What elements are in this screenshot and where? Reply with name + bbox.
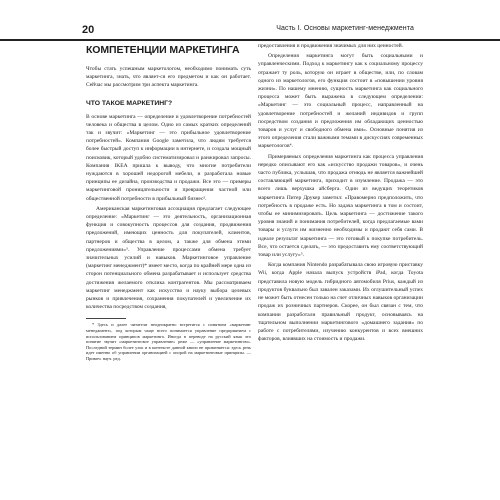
- section-title: КОМПЕТЕНЦИИ МАРКЕТИНГА: [86, 44, 240, 56]
- header-rule: [0, 39, 500, 41]
- body-paragraph: Определения маркетинга могут быть социальными и управленческими. Подход к маркетингу как к социальному процессу отражает ту роль, которую он играет в обществе, или, по словам одного из маркетологов, его функция состоит в «повышении уровня жизни». По нашему мнению, сущность маркетинга как социального процесса может быть выражена в следующем определении: «Маркетинг — это социальный процесс, направленный на удовлетворение потребностей и желаний индивидов и групп посредством создания и предложения им обладающих ценностью товаров и услуг и свободного обмена ими». Основные понятия из этого определения стали важными темами в дискуссиях современных маркетологов⁴.: [258, 53, 423, 150]
- page-number: 20: [82, 24, 95, 36]
- page-header: [0, 22, 500, 40]
- right-column: [258, 42, 423, 345]
- left-column: [86, 44, 251, 362]
- body-paragraph: Примеряемых определения маркетинга как процесса управления нередко описывают его как «искусство продажи товаров», и очень часто публика, услышав, что продажа отнюдь не является важнейшей составляющей маркетинга, приходит в изумление. Продажа — это всего лишь верхушка айсберга. Один из ведущих теоретиков маркетинга Питер Друкер заметил: «Правомерно предположить, что потребность в продаже есть. Но задача маркетинга в том и состоит, чтобы ее минимизировать. Цель маркетинга — достижение такого уровня знаний и понимания потребителей, когда предлагаемые вами товары и услуги им жизненно необходимы и продают себя сами. В идеале результат маркетинга — это готовый к покупке потребитель. Все, что остается сделать, — это предоставить ему соответствующий товар или услугу»⁵.: [258, 153, 423, 259]
- running-head: Часть I. Основы маркетинг-менеджмента: [276, 25, 414, 32]
- body-paragraph: В основе маркетинга — определение и удовлетворение потребностей человека и общества в целом. Одно из самых кратких определений так и звучит: «Маркетинг — это прибыльное удовлетворение потребностей». Компания Google заметила, что людям требуется более быстрый доступ к информации в интернете, и создала мощный поисковик, который удобно систематизировал и ранжировал запросы. Компания IKEA пришла к выводу, что многие потребители нуждаются в хорошей недорогой мебели, и разработала новые принципы ее дизайна, производства и продажи. Все это — примеры маркетинговой проницательности и превращения частной или общественной потребности в прибыльный бизнес².: [86, 113, 251, 202]
- body-paragraph: Когда компания Nintendo разрабатывала свою игровую приставку Wii, когда Apple начала выпуск устройств iPad, когда Toyota представила новую модель гибридного автомобиля Prius, каждый из продуктов буквально был завален заказами. Их оглушительный успех не может быть отнесен только на счет отличных навыков организации продаж их розничных партнеров. Скорее, он был связан с тем, что компании разработали правильный продукт, основываясь на тщательном выполнении маркетингового «домашнего задания» по работе с потребителями, изучению конкурентов и всех внешних факторов, влиявших на стоимость и продажи.: [258, 262, 423, 343]
- footnote: * Здесь и далее читатели неоднократно встретятся с понятием «маркетинг менеджмент», под которым чаще всего понимается управление предприятием с использованием принципов маркетинга. Иногда в переводе на русский язык это понятие звучит «маркетинговое управление» реже — «управление маркетингом». Последний термин более узок и в контексте данной книги не применяется: здесь речь идет именно об управлении организацией с опорой на маркетинговые принципы. — Примеч. науч. ред.: [86, 322, 251, 362]
- subheading: ЧТО ТАКОЕ МАРКЕТИНГ?: [86, 99, 173, 107]
- intro-paragraph: Чтобы стать успешным маркетологом, необходимо понимать суть маркетинга, знать, что являет-ся его предметом и как он работает. Сейчас мы рассмотрим три аспекта маркетинга.: [86, 66, 251, 89]
- footnote-rule: [86, 318, 126, 319]
- body-paragraph: предоставления и продвижения значимых для них ценностей.: [258, 43, 404, 49]
- body-paragraph: Американская маркетинговая ассоциация предлагает следующее определение: «Маркетинг — это деятельность, организационная функция и совокупность процессов для создания, продвижения предложений, имеющих ценность для покупателей, клиентов, партнеров и общества в целом, а также для обмена этими предложениями»³. Управление процессами обмена требует значительных усилий и навыков. Маркетинговое управление (маркетинг менеджмент)* имеет место, когда по крайней мере одна из сторон потенциального обмена разрабатывает и использует средства достижения желаемого отклика контрагентов. Мы рассматриваем маркетинг менеджмент как искусство и науку выбора целевых рынков и привлечения, сохранения покупателей и увеличение их количества посредством создания,: [86, 205, 251, 311]
